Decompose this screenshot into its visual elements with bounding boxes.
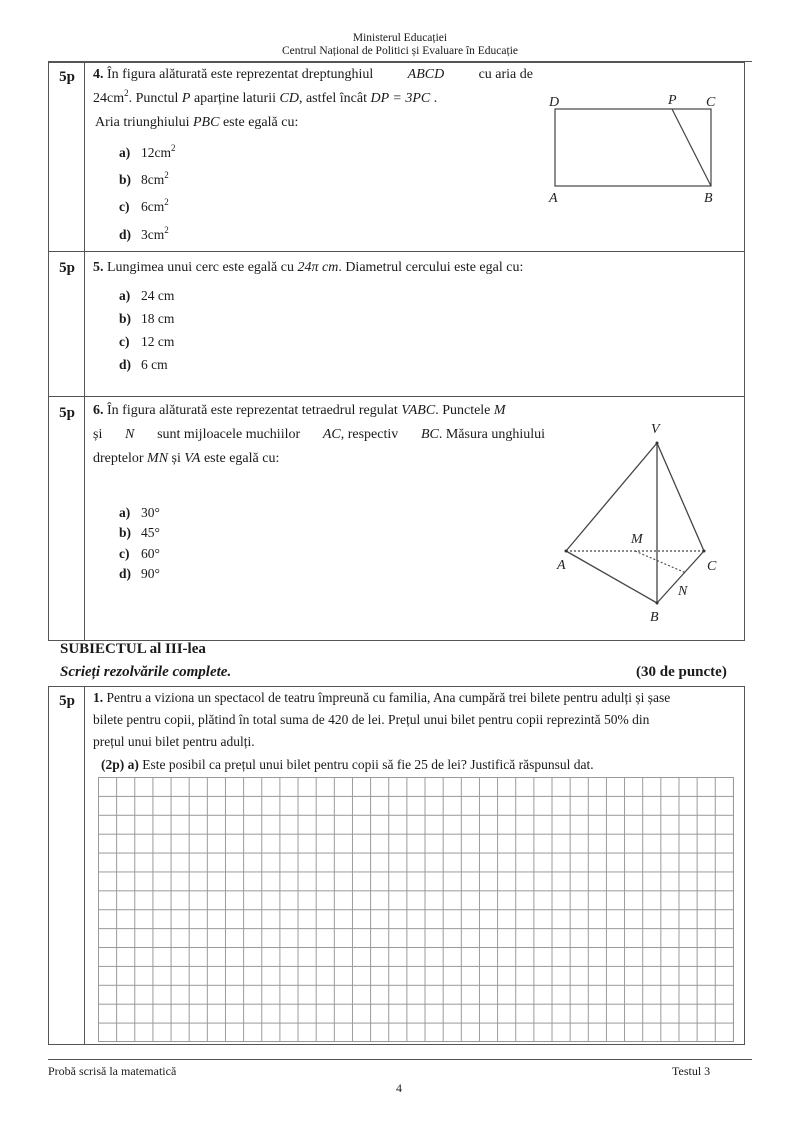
- question-5-text: 5. Lungimea unui cerc este egală cu 24π cm. Diametrul cercului este egal cu:: [93, 260, 524, 275]
- option-5a: a) 24 cm: [119, 288, 175, 303]
- option-4a: a) $12cm^2$: [119, 143, 176, 160]
- question-6-text: 6. În figura alăturată este reprezentat tetraedrul regulat VABC. Punctele M și N sunt mijloacele muchiilor AC, respectiv BC. Măsura unghiului dreptelor MN și VA este egală cu:: [93, 403, 545, 466]
- question-4-points: 5p: [59, 69, 75, 85]
- svg-text:C: C: [706, 95, 716, 110]
- question-5-points: 5p: [59, 260, 75, 276]
- svg-text:D: D: [549, 95, 560, 110]
- subject-3-title: SUBIECTUL al III-lea: [60, 641, 206, 657]
- header-center: Centrul Național de Politici și Evaluare în Educație: [281, 45, 518, 57]
- footer-left: Probă scrisă la matematică: [48, 1064, 177, 1078]
- svg-text:V: V: [651, 422, 660, 437]
- problem-1a-text: (2p) a) Este posibil ca prețul unui bilet pentru copii să fie 25 de lei? Justifică răspunsul dat.: [101, 757, 594, 772]
- option-4d: d) $3cm^2$: [119, 225, 169, 242]
- question-4-text: 4. În figura alăturată este reprezentat dreptunghiul ABCD cu aria de $24cm^2$. Punctul P aparține laturii CD, astfel încât DP = 3PC . Aria triunghiului PBC este egală cu:: [93, 67, 533, 130]
- problem-1-table: [48, 686, 745, 1045]
- question-6-row: [49, 396, 744, 642]
- option-6b: b) 45°: [119, 525, 160, 540]
- option-6a: a) 30°: [119, 505, 160, 520]
- footer-divider: [48, 1059, 752, 1060]
- subject-3-total-points: (30 de puncte): [636, 664, 727, 680]
- answer-grid[interactable]: [98, 777, 734, 1042]
- subject-3-instruction: Scrieți rezolvările complete.: [60, 664, 232, 680]
- option-6d: d) 90°: [119, 566, 160, 581]
- problem-1-text: 1. Pentru a viziona un spectacol de teatru împreună cu familia, Ana cumpără trei bilete pentru adulți și șase bilete pentru copii, plătind în total suma de 420 de lei. Prețul unui bilet pentru copii reprezintă 50% din prețul unui bilet pentru adulți.: [93, 690, 671, 749]
- problem-1-points: 5p: [59, 693, 75, 709]
- option-5c: c) 12 cm: [119, 334, 175, 349]
- footer-right: Testul 3: [672, 1064, 711, 1078]
- option-6c: c) 60°: [119, 546, 160, 561]
- question-5-row: [49, 251, 744, 397]
- svg-text:B: B: [704, 191, 713, 206]
- question-4-row: [49, 63, 744, 251]
- svg-text:P: P: [668, 93, 677, 108]
- rectangle-figure: [539, 83, 729, 213]
- svg-text:N: N: [678, 584, 688, 599]
- question-6-points: 5p: [59, 405, 75, 421]
- points-column-divider: [84, 687, 85, 1044]
- header-ministry: Ministerul Educației: [352, 32, 448, 44]
- svg-text:B: B: [650, 610, 659, 625]
- svg-text:A: A: [557, 558, 566, 573]
- svg-text:C: C: [707, 559, 717, 574]
- tetrahedron-figure: [549, 413, 729, 628]
- svg-text:M: M: [631, 532, 643, 547]
- questions-table: [48, 62, 745, 641]
- page-number: 4: [396, 1081, 402, 1095]
- svg-text:A: A: [549, 191, 558, 206]
- option-4c: c) $6cm^2$: [119, 197, 169, 214]
- option-5d: d) 6 cm: [119, 357, 168, 372]
- option-5b: b) 18 cm: [119, 311, 175, 326]
- option-4b: b) $8cm^2$: [119, 170, 169, 187]
